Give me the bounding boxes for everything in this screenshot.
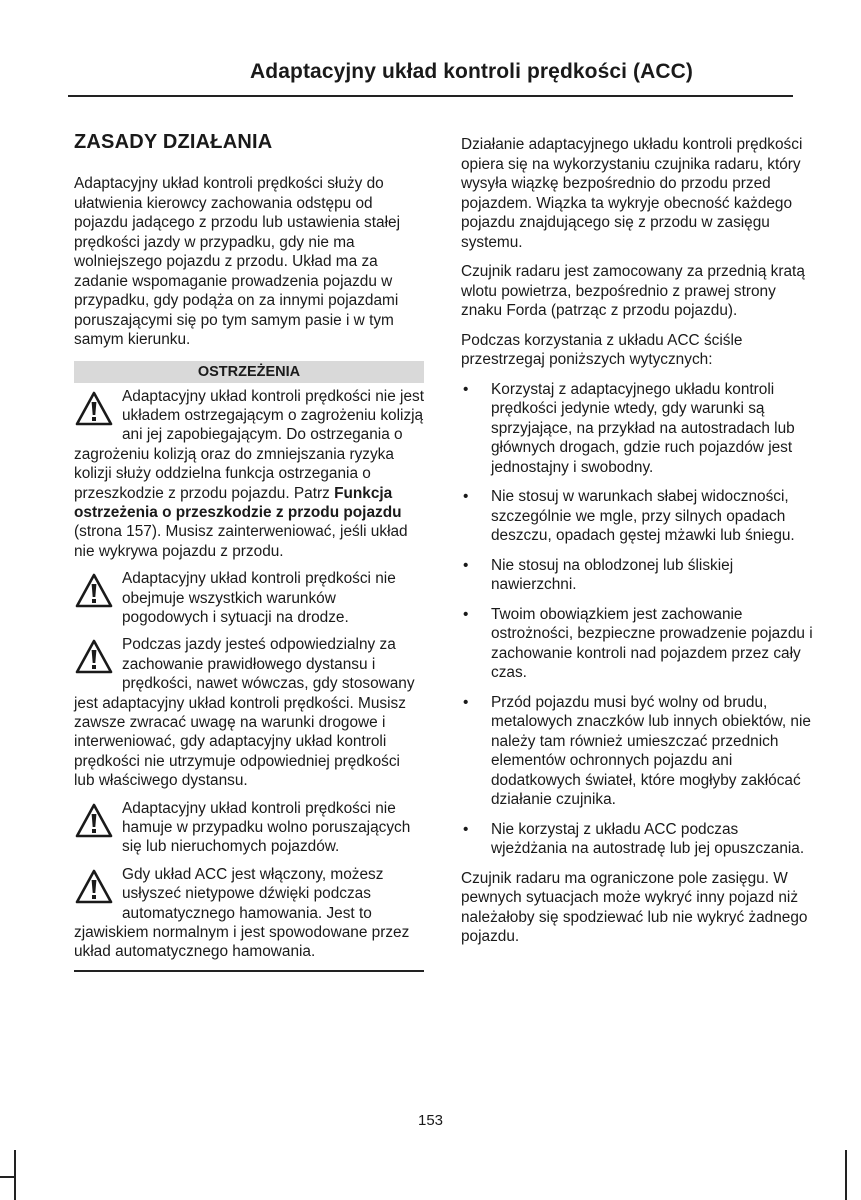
warning-cross-reference[interactable]: Funkcja ostrzeżenia o przeszkodzie z przodu pojazdu (74, 484, 402, 521)
warning-text: Gdy układ ACC jest włączony, możesz usłyszeć nietypowe dźwięki podczas automatycznego hamowania. Jest to zjawiskiem normalnym i jest spowodowane przez układ automatycznego hamowania. (74, 865, 410, 961)
warning-triangle-icon (74, 638, 114, 676)
warning-item (74, 635, 424, 790)
list-item (461, 556, 813, 595)
list-item (461, 605, 813, 683)
paragraph-sensor-location: Czujnik radaru jest zamocowany za przednią kratą wlotu powietrza, bezpośrednio z prawej strony znaku Forda (patrząc z przodu pojazdu). (461, 263, 805, 319)
crop-mark-left-horizontal (0, 1176, 14, 1178)
warning-triangle-icon (74, 390, 114, 428)
section-heading: ZASADY DZIAŁANIA (74, 131, 273, 153)
page-title: Adaptacyjny układ kontroli prędkości (ACC) (250, 60, 693, 83)
warning-item (74, 387, 424, 562)
warning-text: Adaptacyjny układ kontroli prędkości nie hamuje w przypadku wolno poruszających się lub nieruchomych pojazdów. (122, 799, 411, 856)
crop-mark-left (14, 1150, 16, 1200)
paragraph-radar: Działanie adaptacyjnego układu kontroli prędkości opiera się na wykorzystaniu czujnika radaru, który wysyła wiązkę bezpośrednio do przodu przed pojazdem. Wiązka ta wykryje obecność każdego pojazdu znajdującego się z przodu w zasięgu systemu. (461, 136, 803, 251)
list-item-text: Nie stosuj na oblodzonej lub śliskiej nawierzchni. (491, 556, 734, 593)
list-item-text: Przód pojazdu musi być wolny od brudu, metalowych znaczków lub innych obiektów, nie należy tam również umieszczać przednich elementów ochronnych pojazdu ani dodatkowych świateł, które mogłyby zakłócać działanie czujnika. (491, 693, 811, 808)
warning-triangle-icon (74, 802, 114, 840)
bullet-icon: • (463, 605, 469, 623)
guidelines-list (461, 380, 813, 859)
warning-text: Adaptacyjny układ kontroli prędkości nie obejmuje wszystkich warunków pogodowych i sytuacji na drodze. (122, 570, 396, 626)
crop-mark-right (845, 1150, 847, 1200)
warnings-bottom-divider (74, 970, 424, 972)
left-column (74, 131, 424, 972)
list-item-text: Nie korzystaj z układu ACC podczas wjeżdżania na autostradę lub jej opuszczania. (491, 820, 805, 857)
list-item (461, 693, 813, 810)
warning-text: Podczas jazdy jesteś odpowiedzialny za zachowanie prawidłowego dystansu i prędkości, nawet wówczas, gdy stosowany jest adaptacyjny układ kontroli prędkości. Musisz zawsze zwracać uwagę na warunki drogowe i interweniować, gdy adaptacyjny układ kontroli prędkości nie utrzymuje odpowiedniej prędkości lub właściwego dystansu. (74, 636, 415, 790)
right-column (461, 135, 813, 957)
warnings-list (74, 387, 424, 962)
paragraph-guidelines: Podczas korzystania z układu ACC ściśle przestrzegaj poniższych wytycznych: (461, 331, 743, 368)
warnings-header: OSTRZEŻENIA (74, 361, 424, 383)
list-item (461, 487, 813, 546)
warning-triangle-icon (74, 572, 114, 610)
warning-item (74, 569, 424, 627)
paragraph-closing: Czujnik radaru ma ograniczone pole zasięgu. W pewnych sytuacjach może wykryć inny pojazd niż należałoby się spodziewać lub nie wykryć żadnego pojazdu. (461, 869, 808, 945)
list-item-text: Nie stosuj w warunkach słabej widoczności, szczególnie we mgle, przy silnych opadach deszczu, opadach gęstej mżawki lub śniegu. (491, 488, 795, 544)
warning-item (74, 799, 424, 857)
page-number: 153 (417, 1112, 444, 1129)
warning-item (74, 865, 424, 962)
list-item (461, 820, 813, 859)
title-divider (68, 95, 793, 97)
warning-text-continued: (strona 157). Musisz zainterweniować, jeśli układ nie wykrywa pojazdu z przodu. (74, 523, 408, 560)
bullet-icon: • (463, 488, 469, 505)
bullet-icon: • (463, 556, 469, 574)
warning-triangle-icon (74, 868, 114, 906)
list-item (461, 380, 813, 478)
bullet-icon: • (463, 380, 469, 398)
list-item-text: Twoim obowiązkiem jest zachowanie ostrożności, bezpieczne prowadzenie pojazdu i zachowanie kontroli nad pojazdem przez cały czas. (491, 605, 813, 681)
list-item-text: Korzystaj z adaptacyjnego układu kontroli prędkości jedynie wtedy, gdy warunki są sprzyjające, na przykład na autostradach lub głównych drogach, gdzie ruch pojazdów jest jednostajny i swobodny. (491, 380, 795, 476)
intro-paragraph: Adaptacyjny układ kontroli prędkości służy do ułatwienia kierowcy zachowania odstępu od pojazdu jadącego z przodu lub ustawienia stałej prędkości jazdy w przypadku, gdy nie ma wolniejszego pojazdu z przodu. Układ ma za zadanie wspomaganie prowadzenia pojazdu w przypadku, gdy podąża on za innymi pojazdami poruszającymi się po tym samym pasie i w tym samym kierunku. (74, 175, 400, 348)
bullet-icon: • (463, 820, 469, 838)
bullet-icon: • (463, 693, 469, 711)
warning-text: Adaptacyjny układ kontroli prędkości nie jest układem ostrzegającym o zagrożeniu kolizją ani jej zapobiegającym. Do ostrzegania o zagrożeniu kolizją oraz do zmniejszania ryzyka kolizji służy oddzielna funkcja ostrzegania o przeszkodzie z przodu pojazdu. Patrz (74, 387, 424, 502)
